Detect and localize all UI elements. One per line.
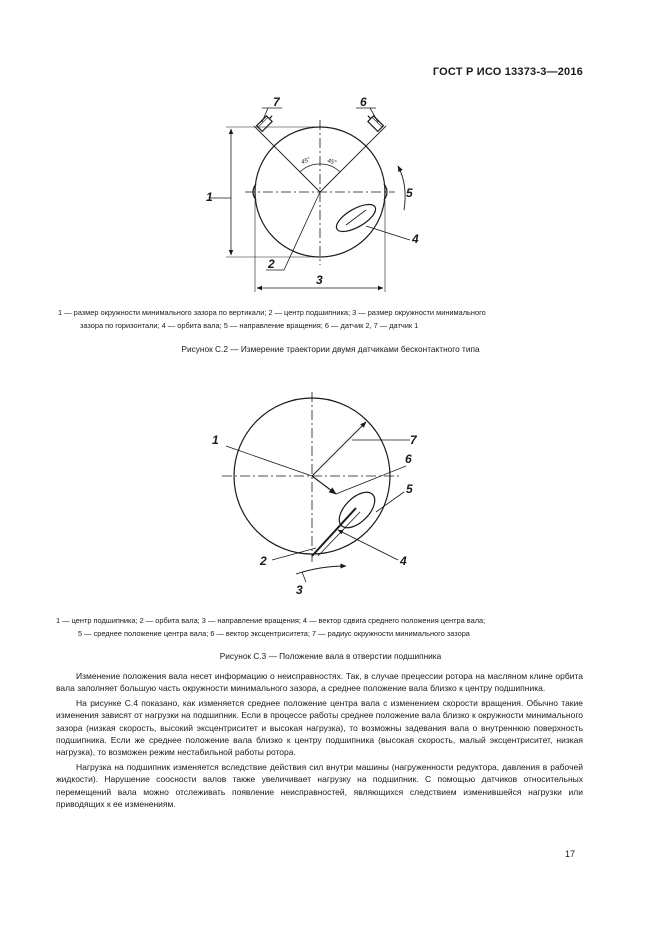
- figure-c2-caption: Рисунок С.2 — Измерение траектории двумя датчиками бесконтактного типа: [181, 344, 480, 354]
- c3-label-1: 1: [212, 433, 219, 447]
- c2-label-1: 1: [206, 190, 213, 204]
- c3-label-4: 4: [400, 554, 407, 568]
- c3-eccentricity-vector: [312, 476, 336, 494]
- c3-radius-line: [312, 422, 366, 476]
- c3-label1-leader: [226, 446, 312, 476]
- document-header: ГОСТ Р ИСО 13373-3—2016: [432, 66, 583, 78]
- c3-label5-leader: [376, 492, 404, 512]
- c2-label-5: 5: [406, 186, 413, 200]
- figure-c3-diagram: [0, 380, 661, 605]
- c3-shaft-orbit: [333, 486, 381, 534]
- c2-label2-leader: [284, 192, 320, 270]
- figure-c2-diagram: [0, 0, 661, 300]
- c3-label-7: 7: [410, 433, 417, 447]
- c2-angle-right: 45°: [326, 158, 337, 167]
- paragraph-1: Изменение положения вала несет информацию о неисправностях. Так, в случае прецессии ротора на масляном клине орбита вала заполняет большую часть окружности минимального зазора, а среднее положение вала близко к центру подшипника.: [56, 671, 583, 694]
- c3-label-5: 5: [406, 482, 413, 496]
- paragraph-2: На рисунке С.4 показано, как изменяется среднее положение центра вала с изменением скорости вращения. Обычно такие изменения зависят от нагрузки на подшипник. Если в процессе работы среднее положение вала близко к окружности минимального зазора (низкая скорость, высокий эксцентриситет и высокая нагрузка), то возможны задевания вала о внутреннюю поверхность подшипника. Если же среднее положение вала близко к центру подшипника (высокая скорость, малый эксцентриситет, низкая нагрузка), то возможен режим нестабильной работы ротора.: [56, 697, 583, 758]
- figure-c3-caption: Рисунок С.3 — Положение вала в отверстии подшипника: [219, 651, 442, 661]
- c3-label6-leader: [336, 466, 406, 494]
- c2-label-7: 7: [273, 95, 280, 109]
- c2-label-3: 3: [316, 273, 323, 287]
- c3-label-2: 2: [260, 554, 267, 568]
- c3-label-3: 3: [296, 583, 303, 597]
- body-text: [56, 670, 583, 810]
- figure-c3-legend: [56, 615, 596, 640]
- c3-label3-leader: [302, 572, 306, 582]
- c2-rotation-arrow: [398, 166, 405, 210]
- c2-label6-drop: [370, 108, 378, 122]
- c3-rotation-arrow: [296, 566, 346, 574]
- c2-label-4: 4: [412, 232, 419, 246]
- c2-label-6: 6: [360, 95, 367, 109]
- paragraph-3: Нагрузка на подшипник изменяется вследствие действия сил внутри машины (нагруженности редуктора, давления в рабочей жидкости). Нарушение соосности валов также увеличивает нагрузку на подшипник. С помощью датчиков относительных перемещений вала можно отслеживать появление неисправностей, являющихся следствием изменившейся нагрузки или приводящих к ее изменениям.: [56, 761, 583, 810]
- c2-sensor-7: [257, 113, 275, 131]
- c2-legend-line-2: зазора по горизонтали; 4 — орбита вала; 5 — направление вращения; 6 — датчик 2, 7 — датчик 1: [80, 320, 419, 330]
- c2-angle-arc-right: [320, 164, 340, 172]
- figure-c2-legend: [58, 307, 588, 332]
- c3-label4-leader: [338, 530, 398, 560]
- c2-label4-leader: [366, 226, 410, 240]
- c2-legend-line-1: 1 — размер окружности минимального зазора по вертикали; 2 — центр подшипника; 3 — размер окружности минимального: [58, 308, 486, 317]
- c3-label-6: 6: [405, 452, 412, 466]
- c3-legend-line-2: 5 — среднее положение центра вала; 6 — вектор эксцентриситета; 7 — радиус окружности минимального зазора: [78, 628, 470, 638]
- c2-angle-left: 45°: [300, 157, 312, 166]
- c3-orbit-trace: [312, 508, 356, 556]
- c2-label-2: 2: [268, 257, 275, 271]
- page-number: 17: [564, 849, 575, 859]
- c3-legend-line-1: 1 — центр подшипника; 2 — орбита вала; 3 — направление вращения; 4 — вектор сдвига среднего положения центра вала;: [56, 616, 486, 625]
